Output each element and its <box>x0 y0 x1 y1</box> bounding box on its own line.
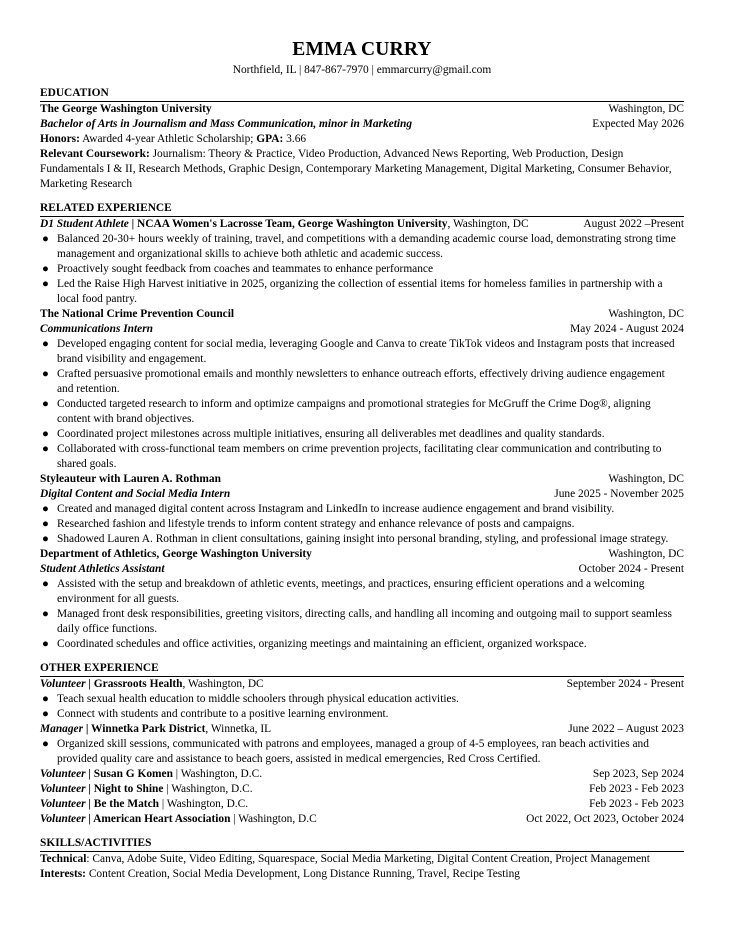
honors-label: Honors: <box>40 133 80 145</box>
bullet-list-grassroots <box>40 692 684 722</box>
list-item: ● Shadowed Lauren A. Rothman in client consultations, gaining insight into personal branding, styling, and professional image strategy. <box>42 533 669 545</box>
honors-line <box>40 132 684 147</box>
job-dates: Oct 2022, Oct 2023, October 2024 <box>526 813 684 825</box>
graduation-date: Expected May 2026 <box>592 118 684 130</box>
education-degree-row <box>40 117 684 132</box>
technical-skills-line <box>40 852 684 867</box>
job-dates: September 2024 - Present <box>566 678 684 690</box>
technical-label: Technical <box>40 853 87 865</box>
degree: Bachelor of Arts in Journalism and Mass Communication, minor in Marketing <box>40 118 413 130</box>
list-item: ● Researched fashion and lifestyle trends to inform content strategy and enhance relevance of posts and campaigns. <box>42 518 575 530</box>
honors-text: Awarded 4-year Athletic Scholarship; <box>79 133 257 145</box>
list-item: ● Created and managed digital content across Instagram and LinkedIn to increase audience engagement and brand visibility. <box>42 503 615 515</box>
bullet-icon: ● <box>42 398 49 410</box>
bullet-list-winnetka <box>40 737 684 767</box>
job-dates: June 2025 - November 2025 <box>554 488 684 500</box>
job-header-grassroots: Volunteer | Grassroots Health, Washington, DC September 2024 - Present <box>40 678 684 690</box>
bullet-list-ncpc <box>40 337 684 472</box>
coursework-line <box>40 147 684 192</box>
bullet-icon: ● <box>42 233 49 245</box>
volunteer-row: Volunteer | Susan G Komen | Washington, D.C. Sep 2023, Sep 2024 <box>40 768 684 780</box>
list-item: ● Connect with students and contribute to a positive learning environment. <box>42 708 389 720</box>
volunteer-row: Volunteer | Be the Match | Washington, D.C. Feb 2023 - Feb 2023 <box>40 798 684 810</box>
bullet-icon: ● <box>42 443 49 455</box>
job-org: Night to Shine <box>93 783 164 795</box>
list-item: ● Assisted with the setup and breakdown of athletic events, meetings, and practices, ensuring efficient operations and a welcoming environment for all guests. <box>42 578 645 605</box>
bullet-icon: ● <box>42 578 49 590</box>
job-role: Communications Intern <box>40 323 153 335</box>
bullet-icon: ● <box>42 518 49 530</box>
job-location: , Washington, DC <box>182 678 264 690</box>
job-location: Washington, DC <box>608 473 684 485</box>
bullet-icon: ● <box>42 278 49 290</box>
list-item: ● Collaborated with cross-functional team members on crime prevention projects, facilitating clear communication and contributing to shared goals. <box>42 443 662 470</box>
list-item: ● Coordinated project milestones across multiple initiatives, ensuring all deliverables met deadlines and quality standards. <box>42 428 605 440</box>
job-org: Be the Match <box>93 798 159 810</box>
job-header-athletics <box>40 547 684 562</box>
gpa-label: GPA: <box>256 133 284 145</box>
contact-line: Northfield, IL | 847-867-7970 | emmarcurry@gmail.com <box>232 64 492 76</box>
bullet-icon: ● <box>42 368 49 380</box>
list-item: ● Conducted targeted research to inform and optimize campaigns and promotional strategies for McGruff the Crime Dog®, aligning content with brand objectives. <box>42 398 651 425</box>
job-location: Washington, DC <box>608 548 684 560</box>
technical-text: : Canva, Adobe Suite, Video Editing, Squarespace, Social Media Marketing, Digital Content Creation, Project Management <box>86 853 650 865</box>
school-name: The George Washington University <box>40 103 212 115</box>
gpa-value: 3.66 <box>283 133 307 145</box>
job-dates: Feb 2023 - Feb 2023 <box>589 798 684 810</box>
bullet-icon: ● <box>42 638 49 650</box>
job-location: Washington, DC <box>608 308 684 320</box>
bullet-icon: ● <box>42 338 49 350</box>
bullet-icon: ● <box>42 738 49 750</box>
job-header-winnetka: Manager | Winnetka Park District, Winnetka, IL June 2022 – August 2023 <box>40 723 684 735</box>
coursework-text: Journalism: Theory & Practice, Video Production, Advanced News Reporting, Web Production, Design Fundamentals I & II, Research Methods, Graphic Design, Contemporary Marketing Management, Digital Marketing, Consumer Behavior, Marketing Research <box>40 148 672 190</box>
list-item: ● Teach sexual health education to middle schoolers through physical education activities. <box>42 693 459 705</box>
list-item: ● Balanced 20-30+ hours weekly of training, travel, and competitions with a demanding academic course load, demonstrating strong time management and organizational skills to achieve both athletic and academic success. <box>42 233 676 260</box>
bullet-icon: ● <box>42 693 49 705</box>
job-dates: June 2022 – August 2023 <box>568 723 684 735</box>
bullet-list-styleauteur <box>40 502 684 547</box>
list-item: ● Managed front desk responsibilities, greeting visitors, directing calls, and handling all incoming and outgoing mail to support seamless daily office functions. <box>42 608 672 635</box>
job-org: The National Crime Prevention Council <box>40 308 235 320</box>
interests-label: Interests: <box>40 868 86 880</box>
job-org: NCAA Women's Lacrosse Team, George Washington University <box>137 218 448 230</box>
job-role-row-athletics <box>40 562 684 577</box>
bullet-list-athletics <box>40 577 684 652</box>
bullet-icon: ● <box>42 263 49 275</box>
bullet-icon: ● <box>42 708 49 720</box>
job-dates: October 2024 - Present <box>578 563 684 575</box>
bullet-list-d1-athlete <box>40 232 684 307</box>
interests-line <box>40 867 684 882</box>
job-location: , Washington, DC <box>447 218 529 230</box>
job-org: Department of Athletics, George Washington University <box>40 548 312 560</box>
job-header-d1-athlete: D1 Student Athlete | NCAA Women's Lacrosse Team, George Washington University, Washington, DC August 2022 –Present <box>40 218 684 230</box>
job-dates: Feb 2023 - Feb 2023 <box>589 783 684 795</box>
list-item: ● Organized skill sessions, communicated with patrons and employees, managed a group of 4-5 employees, ran beach activities and provided quality care and assistance to beach goers, assisted in medical emergencies, Red Cross Certified. <box>42 738 649 765</box>
list-item: ● Led the Raise High Harvest initiative in 2025, organizing the collection of essential items for homeless families in partnership with a local food pantry. <box>42 278 663 305</box>
interests-text: Content Creation, Social Media Development, Long Distance Running, Travel, Recipe Testing <box>85 868 520 880</box>
job-role: Manager <box>40 723 84 735</box>
list-item: ● Developed engaging content for social media, leveraging Google and Canva to create TikTok videos and Instagram posts that increased brand visibility and engagement. <box>42 338 675 365</box>
resume-name: EMMA CURRY <box>292 39 432 60</box>
job-org: Winnetka Park District <box>91 723 206 735</box>
bullet-icon: ● <box>42 503 49 515</box>
job-dates: Sep 2023, Sep 2024 <box>592 768 684 780</box>
list-item: ● Crafted persuasive promotional emails and monthly newsletters to enhance outreach efforts, effectively driving audience engagement and retention. <box>42 368 665 395</box>
volunteer-row: Volunteer | Night to Shine | Washington, D.C. Feb 2023 - Feb 2023 <box>40 783 684 795</box>
list-item: ● Coordinated schedules and office activities, organizing meetings and maintaining an efficient, organized workspace. <box>42 638 587 650</box>
bullet-icon: ● <box>42 428 49 440</box>
bullet-icon: ● <box>42 608 49 620</box>
job-role-row-ncpc <box>40 322 684 337</box>
job-dates: August 2022 –Present <box>583 218 684 230</box>
volunteer-row: Volunteer | American Heart Association | Washington, D.C Oct 2022, Oct 2023, October 2024 <box>40 813 684 825</box>
job-role: D1 Student Athlete <box>40 218 129 230</box>
job-role: Volunteer <box>40 678 86 690</box>
job-role: Student Athletics Assistant <box>40 563 165 575</box>
job-role-row-styleauteur <box>40 487 684 502</box>
bullet-icon: ● <box>42 533 49 545</box>
job-org: American Heart Association <box>93 813 231 825</box>
job-header-styleauteur <box>40 472 684 487</box>
section-title-skills: SKILLS/ACTIVITIES <box>40 836 684 852</box>
list-item: ● Proactively sought feedback from coaches and teammates to enhance performance <box>42 263 434 275</box>
job-org: Grassroots Health <box>93 678 183 690</box>
section-title-other-experience: OTHER EXPERIENCE <box>40 661 684 677</box>
school-location: Washington, DC <box>608 103 684 115</box>
job-org: Susan G Komen <box>93 768 173 780</box>
education-school-row <box>40 102 684 117</box>
job-location: , Winnetka, IL <box>205 723 272 735</box>
section-title-related-experience: RELATED EXPERIENCE <box>40 201 684 217</box>
section-title-education: EDUCATION <box>40 86 684 102</box>
job-dates: May 2024 - August 2024 <box>570 323 684 335</box>
job-role: Digital Content and Social Media Intern <box>40 488 231 500</box>
job-header-ncpc <box>40 307 684 322</box>
coursework-label: Relevant Coursework: <box>40 148 150 160</box>
job-org: Styleauteur with Lauren A. Rothman <box>40 473 221 485</box>
